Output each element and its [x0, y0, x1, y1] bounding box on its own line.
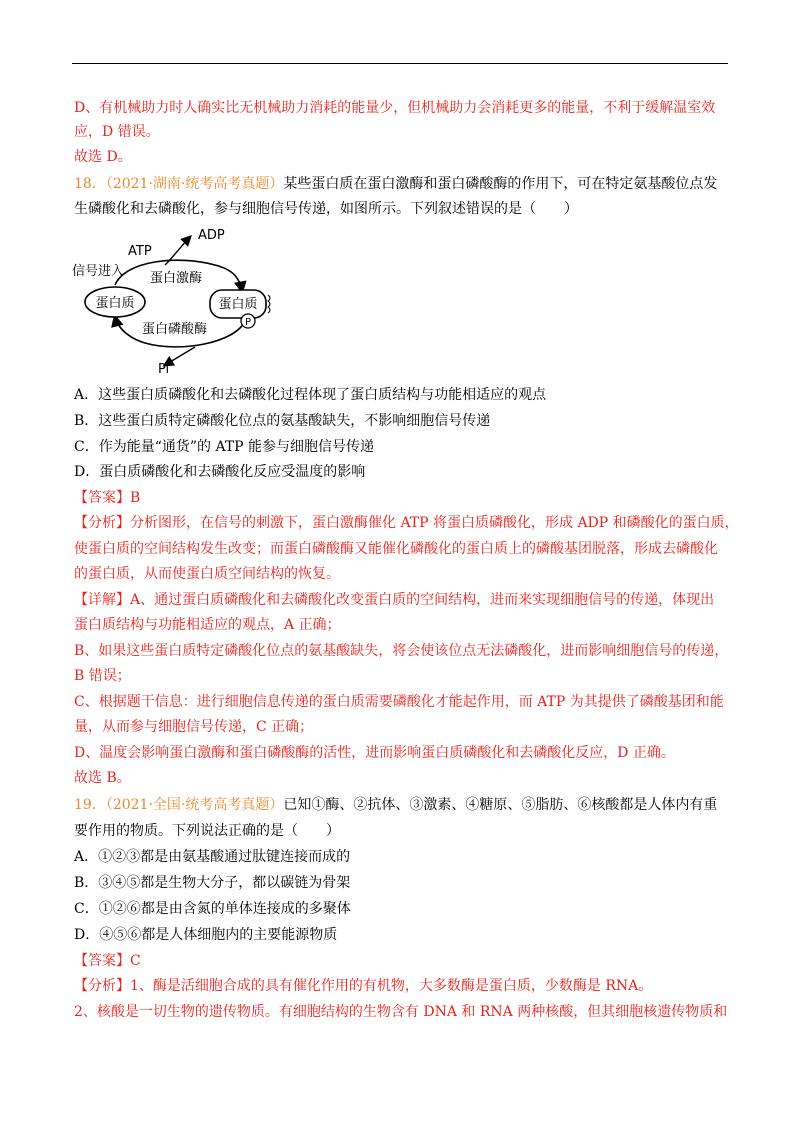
signal-label: 信号进入: [72, 264, 125, 279]
q18-stem-line-1: [74, 173, 717, 195]
q18-detail-line-5: C、根据题干信息：进行细胞信息传递的蛋白质需要磷酸化才能起作用，而 ATP 为其提供了磷酸基团和能: [74, 694, 724, 710]
q18-stem-line-2: 生磷酸化和去磷酸化，参与细胞信号传递，如图所示。下列叙述错误的是（ ）: [74, 201, 578, 217]
q18-detail-line-1: 【详解】A、通过蛋白质磷酸化和去磷酸化改变蛋白质的空间结构，进而来实现细胞信号的传递，体现出: [74, 592, 715, 608]
phosphate-label: P: [244, 317, 252, 328]
q18-detail-line-3: B、如果这些蛋白质特定磷酸化位点的氨基酸缺失，将会使该位点无法磷酸化，进而影响细胞信号的传递，: [74, 643, 729, 659]
kinase-label: 蛋白激酶: [150, 271, 203, 286]
pi-arrow: [165, 347, 195, 365]
q19-option-d: D．④⑤⑥都是人体细胞内的主要能源物质: [74, 927, 338, 943]
prev-answer-line-2: 应，D 错误。: [74, 124, 160, 140]
q19-stem-line-2: 要作用的物质。下列说法正确的是（ ）: [74, 823, 340, 839]
q18-analysis-line-1: 【分析】分析图形，在信号的刺激下，蛋白激酶催化 ATP 将蛋白质磷酸化，形成 ADP 和磷酸化的蛋白质，: [74, 515, 739, 531]
phosphorylation-cycle-diagram: [70, 225, 300, 375]
phosphatase-label: 蛋白磷酸酶: [142, 322, 208, 337]
q18-stem-text: 某些蛋白质在蛋白激酶和蛋白磷酸酶的作用下，可在特定氨基酸位点发: [283, 176, 718, 192]
atp-label: ATP: [128, 244, 152, 259]
q18-detail-line-2: 蛋白质结构与功能相适应的观点，A 正确；: [74, 617, 341, 633]
prev-conclusion: 故选 D。: [74, 149, 132, 165]
q18-detail-line-4: B 错误；: [74, 668, 131, 684]
q18-analysis-line-3: 的蛋白质，从而使蛋白质空间结构的恢复。: [74, 566, 340, 582]
q18-detail-line-6: 量，从而参与细胞信号传递，C 正确；: [74, 719, 314, 735]
q19-answer: 【答案】C: [74, 953, 141, 969]
q19-option-c: C．①②⑥都是由含氮的单体连接成的多聚体: [74, 901, 351, 917]
q18-option-c: C．作为能量“通货”的 ATP 能参与细胞信号传递: [74, 439, 375, 455]
q18-source: （2021·湖南·统考高考真题）: [105, 176, 284, 192]
q19-option-b: B．③④⑤都是生物大分子，都以碳链为骨架: [74, 875, 351, 891]
prev-answer-line-1: D、有机械助力时人确实比无机械助力消耗的能量少，但机械助力会消耗更多的能量，不利于缓解温室效: [74, 100, 716, 116]
q18-conclusion: 故选 B。: [74, 770, 131, 786]
q18-detail-line-7: D、温度会影响蛋白激酶和蛋白磷酸酶的活性，进而影响蛋白质磷酸化和去磷酸化反应，D 正确。: [74, 745, 675, 761]
q19-source: （2021·全国·统考高考真题）: [105, 797, 284, 813]
q18-answer: 【答案】B: [74, 490, 141, 506]
q19-option-a: A．①②③都是由氨基酸通过肽键连接而成的: [74, 849, 351, 865]
q18-option-d: D．蛋白质磷酸化和去磷酸化反应受温度的影响: [74, 464, 366, 480]
pi-label: Pi: [158, 362, 170, 375]
q19-stem-text: 已知①酶、②抗体、③激素、④糖原、⑤脂肪、⑥核酸都是人体内有重: [283, 797, 718, 813]
protein-right-wavy-edge: [268, 295, 270, 313]
protein-left-label: 蛋白质: [95, 296, 135, 311]
header-rule: [72, 63, 728, 64]
protein-right-label: 蛋白质: [218, 297, 258, 312]
q19-analysis-line-2: 2、核酸是一切生物的遗传物质。有细胞结构的生物含有 DNA 和 RNA 两种核酸，但其细胞核遗传物质和: [74, 1004, 728, 1020]
q18-option-a: A．这些蛋白质磷酸化和去磷酸化过程体现了蛋白质结构与功能相适应的观点: [74, 387, 547, 403]
q18-option-b: B．这些蛋白质特定磷酸化位点的氨基酸缺失，不影响细胞信号传递: [74, 413, 491, 429]
adp-label: ADP: [198, 228, 225, 243]
q18-number: 18．: [74, 176, 106, 192]
q18-analysis-line-2: 使蛋白质的空间结构发生改变；而蛋白磷酸酶又能催化磷酸化的蛋白质上的磷酸基团脱落，形成去磷酸化: [74, 541, 718, 557]
q19-number: 19．: [74, 797, 106, 813]
q19-analysis-line-1: 【分析】1、酶是活细胞合成的具有催化作用的有机物，大多数酶是蛋白质，少数酶是 RNA。: [74, 978, 653, 994]
q19-stem-line-1: [74, 794, 717, 816]
